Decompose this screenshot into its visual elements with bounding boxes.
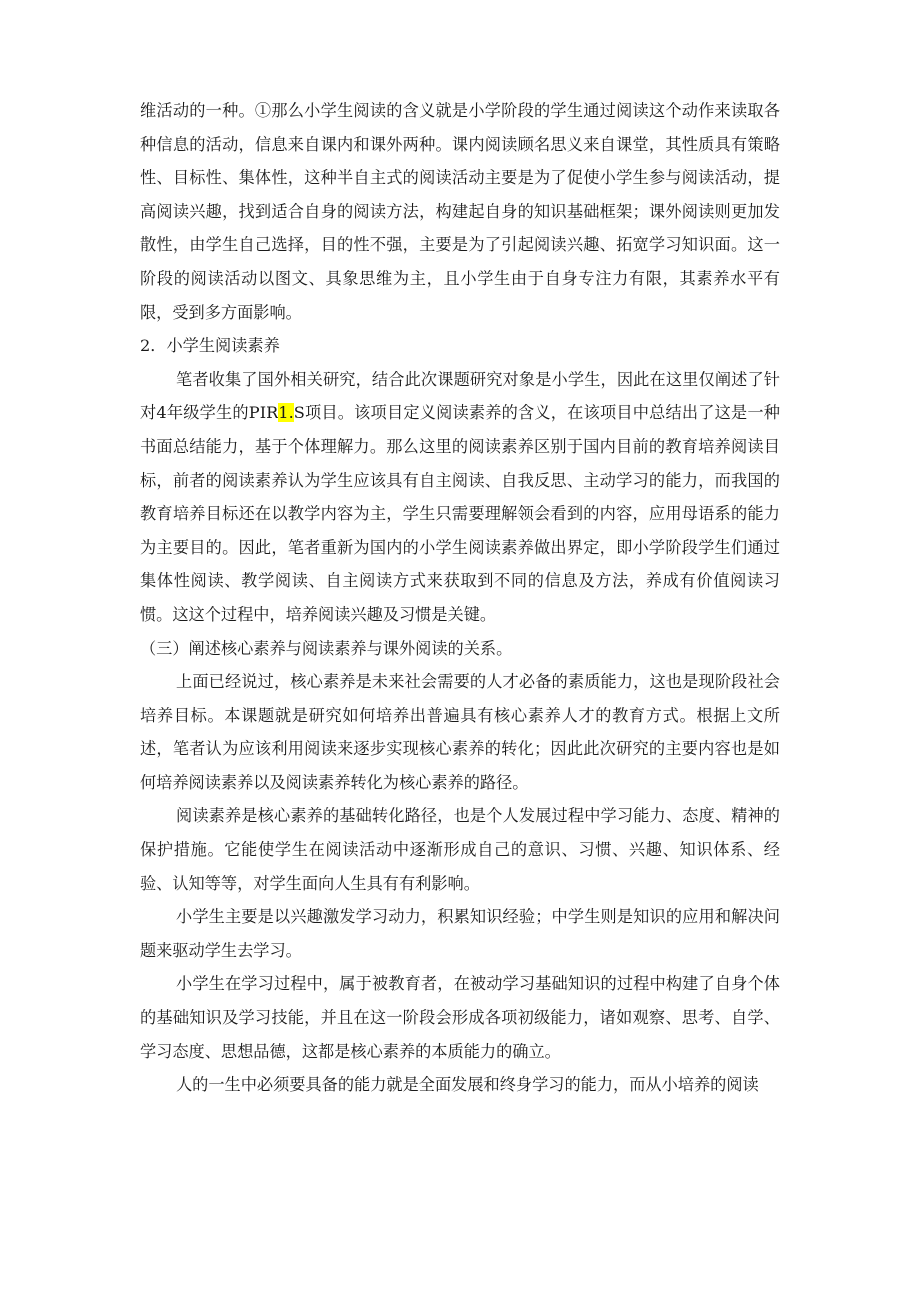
paragraph-lifelong-learning: 人的一生中必须要具备的能力就是全面发展和终身学习的能力，而从小培养的阅读 [176,1075,759,1095]
section-heading-reading-literacy: 2．小学生阅读素养 [140,336,280,356]
paragraph-reading-literacy-path: 阅读素养是核心素养的基础转化路径，也是个人发展过程中学习能力、态度、精神的保护措施。它能使学生在阅读活动中逐渐形成自己的意识、习惯、兴趣、知识体系、经验、认知等等，对学生面向人生具有有利影响。 [140,806,780,893]
paragraph-pirls-text-start: 笔者收集了国外相关研究，结合此次课题研究对象是小学生，因此在这里仅阐述了针对4年级学生的PIR [140,369,780,423]
paragraph-pirls [140,363,780,632]
paragraph-student-motivation: 小学生主要是以兴趣激发学习动力，积累知识经验；中学生则是知识的应用和解决问题来驱动学生去学习。 [140,907,780,960]
paragraph-pirls-text-end: S项目。该项目定义阅读素养的含义，在该项目中总结出了这是一种书面总结能力，基于个体理解力。那么这里的阅读素养区别于国内目前的教育培养阅读目标，前者的阅读素养认为学生应该具有自主阅读、自我反思、主动学习的能力，而我国的教育培养目标还在以教学内容为主，学生只需要理解领会看到的内容，应用母语系的能力为主要目的。因此，笔者重新为国内的小学生阅读素养做出界定，即小学阶段学生们通过集体性阅读、教学阅读、自主阅读方式来获取到不同的信息及方法，养成有价值阅读习惯。这这个过程中，培养阅读兴趣及习惯是关键。 [140,403,780,624]
highlighted-text: 1. [278,403,294,423]
paragraph-learning-process: 小学生在学习过程中，属于被教育者，在被动学习基础知识的过程中构建了自身个体的基础知识及学习技能，并且在这一阶段会形成各项初级能力，诸如观察、思考、自学、学习态度、思想品德，这都是核心素养的本质能力的确立。 [140,974,780,1061]
section-heading-relationship: （三）阐述核心素养与阅读素养与课外阅读的关系。 [140,638,513,658]
document-body [140,94,780,1102]
paragraph-core-literacy: 上面已经说过，核心素养是未来社会需要的人才必备的素质能力，这也是现阶段社会培养目标。本课题就是研究如何培养出普遍具有核心素养人才的教育方式。根据上文所述，笔者认为应该利用阅读来逐步实现核心素养的转化；因此此次研究的主要内容也是如何培养阅读素养以及阅读素养转化为核心素养的路径。 [140,672,780,792]
paragraph-reading-definition: 维活动的一种。①那么小学生阅读的含义就是小学阶段的学生通过阅读这个动作来读取各种信息的活动，信息来自课内和课外两种。课内阅读顾名思义来自课堂，其性质具有策略性、目标性、集体性，这种半自主式的阅读活动主要是为了促使小学生参与阅读活动，提高阅读兴趣，找到适合自身的阅读方法，构建起自身的知识基础框架；课外阅读则更加发散性，由学生自己选择，目的性不强，主要是为了引起阅读兴趣、拓宽学习知识面。这一阶段的阅读活动以图文、具象思维为主，且小学生由于自身专注力有限，其素养水平有限，受到多方面影响。 [140,101,780,322]
